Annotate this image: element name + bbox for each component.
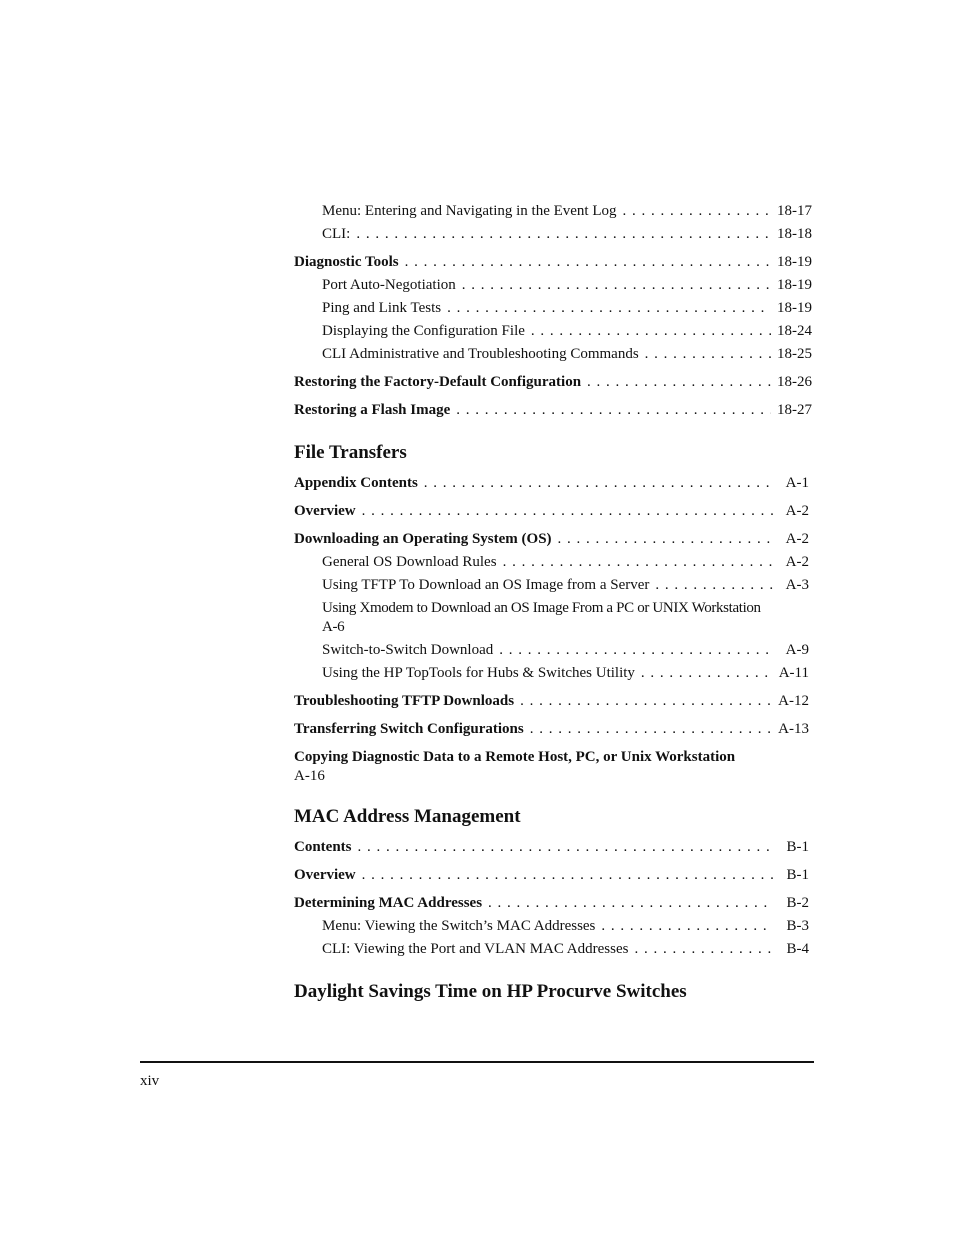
toc-entry-overview[interactable] — [294, 864, 812, 887]
page-folio: xiv — [140, 1073, 160, 1089]
toc-entry-page: B-1 — [786, 839, 809, 855]
toc-entry[interactable] — [294, 274, 812, 297]
toc-entry-title: Transferring Switch Configurations — [294, 721, 524, 737]
toc-entry-copying-diagnostic-data[interactable] — [294, 748, 812, 786]
toc-entry[interactable] — [294, 200, 812, 223]
toc-entry[interactable] — [294, 343, 812, 366]
toc-entry-restoring-flash-image[interactable] — [294, 399, 812, 422]
leader-dots — [358, 836, 773, 859]
toc-entry-page: A-16 — [294, 768, 325, 784]
toc-entry-page: A-2 — [785, 531, 809, 547]
toc-entry-page: 18-26 — [777, 374, 812, 390]
leader-dots — [655, 574, 773, 597]
leader-dots — [645, 343, 771, 366]
toc-entry[interactable] — [294, 639, 812, 662]
leader-dots — [362, 500, 773, 523]
leader-dots — [447, 297, 771, 320]
toc-entry-diagnostic-tools[interactable] — [294, 251, 812, 274]
toc-entry-page: B-4 — [786, 941, 809, 957]
toc-entry-title: Port Auto-Negotiation — [322, 277, 456, 293]
toc-entry-page: 18-25 — [777, 346, 812, 362]
toc-entry-page: 18-24 — [777, 323, 812, 339]
leader-dots — [587, 371, 771, 394]
toc-entry-page: 18-19 — [777, 300, 812, 316]
leader-dots — [531, 320, 771, 343]
leader-dots — [488, 892, 773, 915]
toc-entry-title: Diagnostic Tools — [294, 254, 399, 270]
leader-dots — [641, 662, 773, 685]
toc-entry-title: Overview — [294, 867, 356, 883]
leader-dots — [362, 864, 773, 887]
leader-dots — [558, 528, 773, 551]
toc-entry-title: Appendix Contents — [294, 475, 418, 491]
toc-entry-downloading-os[interactable] — [294, 528, 812, 551]
leader-dots — [623, 200, 771, 223]
toc-entry-title: Determining MAC Addresses — [294, 895, 483, 911]
toc-entry-title: CLI Administrative and Troubleshooting Commands — [322, 346, 639, 362]
toc-entry-page: 18-27 — [777, 402, 812, 418]
toc-entry-title: Switch-to-Switch Download — [322, 642, 494, 658]
toc-entry-title: Using Xmodem to Download an OS Image From a PC or UNIX Workstation — [322, 600, 761, 616]
toc-entry-title: Downloading an Operating System (OS) — [294, 531, 552, 547]
section-heading-mac-address: MAC Address Management — [294, 806, 521, 827]
toc-entry-title: Menu: Viewing the Switch’s MAC Addresses — [322, 918, 596, 934]
toc-entry-title: General OS Download Rules — [322, 554, 497, 570]
toc-entry-page: A-12 — [778, 693, 809, 709]
toc-entry-page: A-2 — [785, 503, 809, 519]
leader-dots — [499, 639, 773, 662]
footer-rule — [140, 1061, 814, 1063]
toc-entry-page: A-3 — [785, 577, 809, 593]
toc-entry-xmodem[interactable] — [294, 599, 812, 637]
toc-entry-title: Using the HP TopTools for Hubs & Switches Utility — [322, 665, 635, 681]
toc-entry-title: Using TFTP To Download an OS Image from a Server — [322, 577, 650, 593]
toc-entry-page: B-1 — [786, 867, 809, 883]
toc-entry-title: Contents — [294, 839, 352, 855]
toc-entry[interactable] — [294, 662, 812, 685]
toc-entry[interactable] — [294, 551, 812, 574]
leader-dots — [520, 690, 772, 713]
toc-entry-page: A-9 — [785, 642, 809, 658]
leader-dots — [456, 399, 771, 422]
toc-entry[interactable] — [294, 915, 812, 938]
toc-entry-page: A-6 — [322, 619, 345, 635]
toc-entry-page: A-13 — [778, 721, 809, 737]
toc-entry-appendix-contents[interactable] — [294, 472, 812, 495]
toc-entry-contents[interactable] — [294, 836, 812, 859]
section-heading-file-transfers: File Transfers — [294, 442, 407, 463]
toc-entry-page: A-1 — [785, 475, 809, 491]
toc-entry-title: CLI: Viewing the Port and VLAN MAC Addresses — [322, 941, 629, 957]
toc-entry-page: 18-18 — [777, 226, 812, 242]
toc-entry-page: 18-19 — [777, 277, 812, 293]
toc-entry[interactable] — [294, 574, 812, 597]
toc-entry-determining-mac[interactable] — [294, 892, 812, 915]
toc-entry-title: Restoring a Flash Image — [294, 402, 451, 418]
toc-entry-page: B-3 — [786, 918, 809, 934]
toc-entry-troubleshooting-tftp[interactable] — [294, 690, 812, 713]
leader-dots — [356, 223, 771, 246]
toc-entry-title: Troubleshooting TFTP Downloads — [294, 693, 515, 709]
leader-dots — [424, 472, 773, 495]
toc-entry-title: Copying Diagnostic Data to a Remote Host, PC, or Unix Workstation — [294, 749, 736, 765]
toc-entry-title: Menu: Entering and Navigating in the Event Log — [322, 203, 617, 219]
toc-entry-title: Restoring the Factory-Default Configuration — [294, 374, 582, 390]
table-of-contents — [294, 200, 812, 1011]
toc-entry[interactable] — [294, 938, 812, 961]
toc-entry-title: Ping and Link Tests — [322, 300, 442, 316]
toc-entry-page: B-2 — [786, 895, 809, 911]
leader-dots — [405, 251, 771, 274]
toc-entry[interactable] — [294, 297, 812, 320]
leader-dots — [462, 274, 771, 297]
toc-entry-transferring-configs[interactable] — [294, 718, 812, 741]
toc-entry-page: 18-17 — [777, 203, 812, 219]
toc-entry-overview[interactable] — [294, 500, 812, 523]
leader-dots — [634, 938, 773, 961]
leader-dots — [530, 718, 772, 741]
toc-entry[interactable] — [294, 223, 812, 246]
toc-entry-page: A-11 — [778, 665, 809, 681]
toc-entry-page: 18-19 — [777, 254, 812, 270]
toc-entry-title: Displaying the Configuration File — [322, 323, 525, 339]
toc-entry-title: Overview — [294, 503, 356, 519]
leader-dots — [601, 915, 773, 938]
toc-entry[interactable] — [294, 320, 812, 343]
toc-entry-restoring-factory-default[interactable] — [294, 371, 812, 394]
section-heading-daylight-savings: Daylight Savings Time on HP Procurve Switches — [294, 981, 687, 1002]
toc-entry-title: CLI: — [322, 226, 351, 242]
toc-entry-page: A-2 — [785, 554, 809, 570]
leader-dots — [503, 551, 773, 574]
